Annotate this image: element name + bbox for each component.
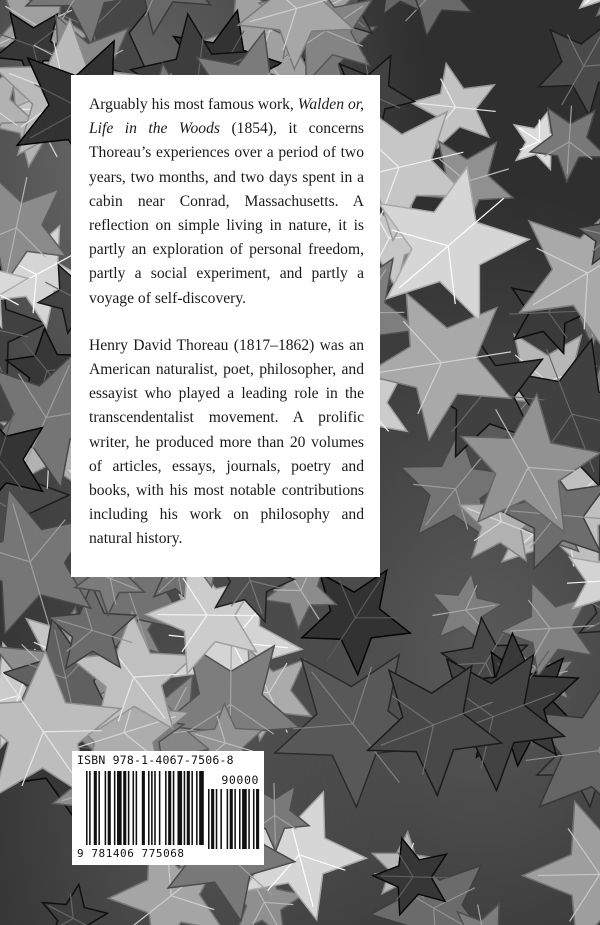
barcode-bar [173, 771, 175, 845]
blurb-box [71, 75, 380, 577]
blurb-p1-intro: Arguably his most famous work, [89, 96, 298, 113]
blurb-paragraph-1 [89, 93, 364, 311]
barcode-bar [151, 771, 153, 845]
leaf-shape [521, 800, 600, 925]
isbn-label: ISBN 978-1-4067-7506-8 [77, 753, 234, 767]
barcode-bar [208, 789, 210, 849]
barcode-bar [165, 771, 167, 845]
barcode-bar [168, 771, 171, 845]
barcode-bar [108, 771, 111, 845]
barcode-bar [128, 771, 130, 845]
barcode-bar [220, 789, 222, 849]
barcode-bar [239, 789, 241, 849]
barcode-bar [142, 771, 145, 845]
barcode-bar [123, 771, 126, 845]
barcode-bar [86, 771, 88, 845]
barcode-bar [196, 771, 198, 845]
book-title: Walden or, Life in the Woods [89, 96, 364, 138]
barcode-bar [230, 789, 233, 849]
barcode-bar [94, 771, 97, 845]
barcode-bar [199, 771, 204, 845]
barcode-bar [234, 789, 236, 849]
barcode-bar [89, 771, 91, 845]
barcode-bar [154, 771, 156, 845]
barcode-bar [184, 771, 186, 845]
barcode-bar [227, 789, 229, 849]
ean-digits: 9 781406 775068 [77, 847, 185, 860]
barcode-bar [136, 771, 138, 845]
blurb-p1-body: (1854), it concerns Thoreau’s experiences over a period of two years, two months, and two days spent in a cabin near Conrad, Massachusetts. A reflection on simple living in nature, it is partly an exploration of personal freedom, partly a social experiment, and partly a voyage of self-discovery. [89, 120, 364, 307]
barcode-bar [191, 771, 193, 845]
leaf-shape [521, 0, 600, 128]
barcode-box [72, 751, 264, 865]
barcode-bar [159, 771, 161, 845]
barcode-bar [148, 771, 150, 845]
barcode-bar [253, 789, 255, 849]
leaf-shape [427, 569, 509, 651]
leaf-shape [482, 173, 600, 377]
price-code: 90000 [221, 773, 259, 787]
leaf-shape [558, 0, 600, 33]
barcode-bar [211, 789, 214, 849]
blurb-paragraph-2: Henry David Thoreau (1817–1862) was an American naturalist, poet, philosopher, and essayist who played a leading role in the transcendentalist movement. A prolific writer, he produced more than 20 volumes of articles, essays, journals, poetry and books, with his most notable contributions including his work on philosophy and natural history. [89, 336, 364, 548]
leaf-shape [27, 873, 116, 925]
barcode-bar [187, 771, 190, 845]
barcode-bar [114, 771, 116, 845]
barcode-bar [242, 789, 247, 849]
barcode-bar [177, 771, 182, 845]
barcode-bar [117, 771, 122, 845]
barcode-bar [256, 789, 259, 849]
barcode-bar [248, 789, 250, 849]
barcode-bar [98, 771, 100, 845]
barcode-bar [216, 789, 218, 849]
barcode-bar [105, 771, 107, 845]
barcode-bar [133, 771, 135, 845]
